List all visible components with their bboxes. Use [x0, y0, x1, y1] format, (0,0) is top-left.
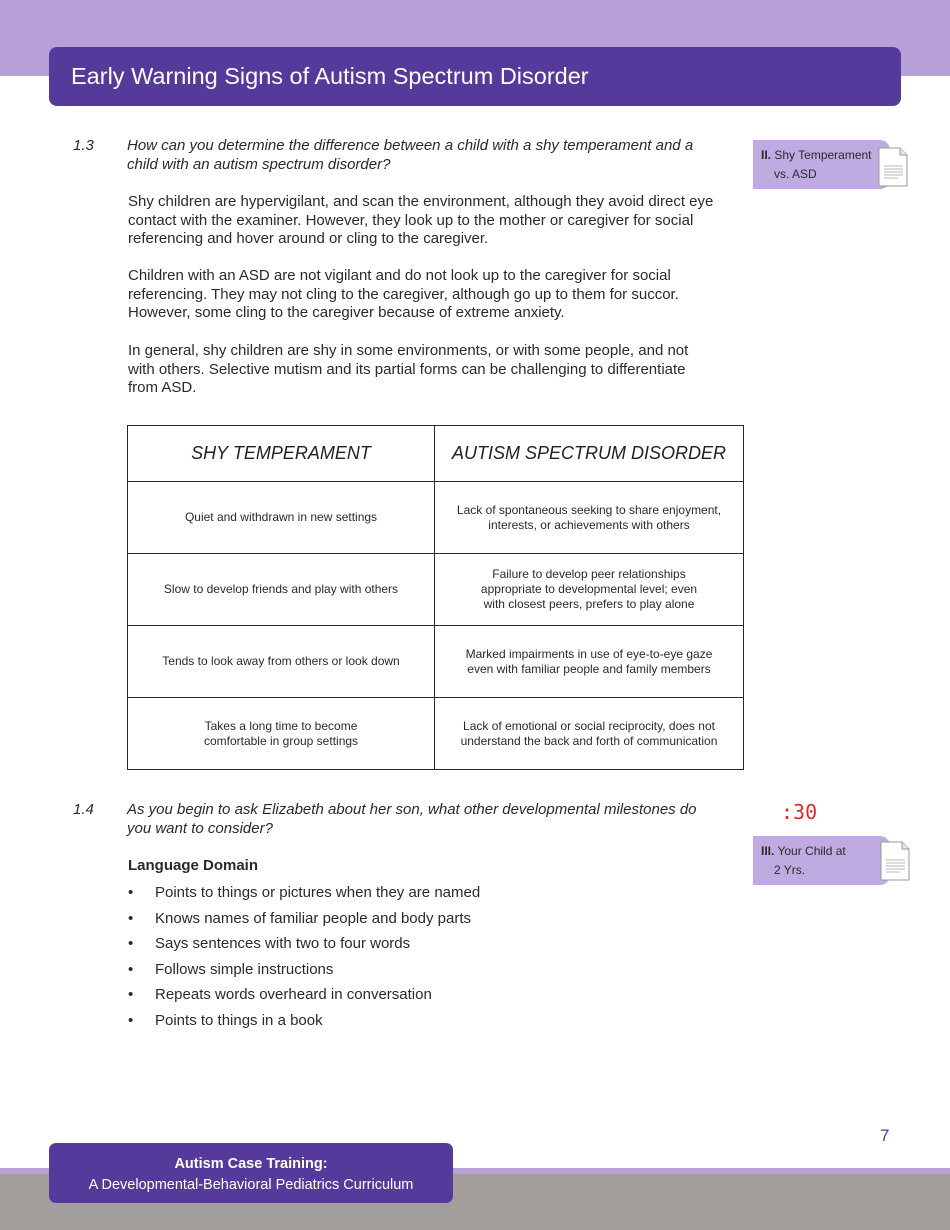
- question-line: you want to consider?: [127, 819, 273, 837]
- cell-line: appropriate to developmental level; even: [480, 582, 698, 596]
- document-icon[interactable]: [876, 146, 910, 188]
- timer-label: :30: [781, 800, 818, 824]
- list-item: • Follows simple instructions: [128, 957, 480, 983]
- question-number-1-3: 1.3: [73, 137, 94, 154]
- page-number: 7: [880, 1126, 890, 1145]
- table-cell-shy: [128, 554, 435, 626]
- cell-line: understand the back and forth of communication: [460, 733, 718, 748]
- footer-subtitle: A Developmental-Behavioral Pediatrics Curriculum: [88, 1177, 414, 1193]
- cell-line: Lack of emotional or social reciprocity, does not: [463, 718, 715, 733]
- cell-line: interests, or achievements with others: [488, 517, 690, 532]
- page-title: Early Warning Signs of Autism Spectrum Disorder: [71, 63, 589, 89]
- cell-line: Marked impairments in use of eye-to-eye gaze: [465, 646, 713, 661]
- cell-line: Lack of spontaneous seeking to share enjoyment,: [456, 502, 722, 517]
- question-line: As you begin to ask Elizabeth about her son, what other developmental milestones do: [127, 801, 697, 818]
- side-tab-label: Your Child at: [777, 844, 846, 858]
- question-line: child with an autism spectrum disorder?: [127, 155, 391, 173]
- paragraph-line: In general, shy children are shy in some environments, or with some people, and not: [128, 342, 689, 359]
- milestones-list: [128, 880, 480, 1034]
- column-header-asd: AUTISM SPECTRUM DISORDER: [435, 426, 744, 482]
- language-domain-heading: Language Domain: [128, 857, 259, 874]
- cell-line: Quiet and withdrawn in new settings: [184, 510, 378, 524]
- cell-line: Failure to develop peer relationships: [492, 567, 686, 581]
- side-tab-label: Shy Temperament: [774, 148, 872, 162]
- question-line: How can you determine the difference between a child with a shy temperament and a: [127, 137, 694, 154]
- paragraph-line: Shy children are hypervigilant, and scan the environment, although they avoid direct eye: [128, 193, 714, 210]
- table-row: [128, 698, 744, 770]
- cell-line: comfortable in group settings: [203, 733, 359, 748]
- cell-line: Takes a long time to become: [204, 718, 358, 733]
- side-tab-numeral: III.: [761, 844, 775, 858]
- list-item: • Knows names of familiar people and body parts: [128, 906, 480, 932]
- side-tab-label: 2 Yrs.: [774, 863, 806, 877]
- list-item: • Says sentences with two to four words: [128, 931, 480, 957]
- paragraph-line: referencing. They may not cling to the caregiver, although go up to them for succor.: [128, 285, 679, 303]
- question-number-1-4: 1.4: [73, 801, 94, 818]
- paragraph-general: [128, 342, 740, 398]
- paragraph-line: Children with an ASD are not vigilant and do not look up to the caregiver for social: [128, 267, 671, 284]
- table-header-row: [128, 426, 744, 482]
- paragraph-asd-children: [128, 267, 740, 323]
- cell-line: with closest peers, prefers to play alone: [483, 597, 695, 611]
- paragraph-line: contact with the examiner. However, they look up to the mother or caregiver for social: [128, 211, 694, 229]
- paragraph-shy-children: [128, 193, 740, 249]
- footer-curriculum-box: [49, 1143, 453, 1203]
- page-title-bar: [49, 47, 901, 106]
- table-cell-asd: [435, 626, 744, 698]
- table-cell-asd: [435, 554, 744, 626]
- document-icon[interactable]: [878, 840, 912, 882]
- column-header-shy: SHY TEMPERAMENT: [128, 426, 435, 482]
- paragraph-line: from ASD.: [128, 379, 197, 396]
- cell-line: Slow to develop friends and play with others: [163, 582, 399, 596]
- cell-line: even with familiar people and family members: [467, 661, 711, 676]
- table-row: [128, 482, 744, 554]
- question-1-3: [127, 137, 737, 174]
- comparison-table: [127, 425, 744, 770]
- table-cell-asd: [435, 482, 744, 554]
- side-tab-numeral: II.: [761, 148, 772, 162]
- list-item: • Repeats words overheard in conversation: [128, 982, 480, 1008]
- cell-line: Tends to look away from others or look down: [162, 654, 400, 668]
- list-item: • Points to things in a book: [128, 1008, 480, 1034]
- question-1-4: [127, 801, 737, 838]
- table-row: [128, 626, 744, 698]
- table-row: [128, 554, 744, 626]
- table-cell-shy: [128, 698, 435, 770]
- paragraph-line: referencing and hover around or cling to the caregiver.: [128, 230, 489, 247]
- paragraph-line: with others. Selective mutism and its partial forms can be challenging to differentiate: [128, 360, 686, 378]
- side-tab-your-child-2-yrs[interactable]: [753, 836, 890, 885]
- table-cell-shy: [128, 482, 435, 554]
- side-tab-shy-vs-asd[interactable]: [753, 140, 890, 189]
- table-cell-shy: [128, 626, 435, 698]
- list-item: • Points to things or pictures when they are named: [128, 880, 480, 906]
- paragraph-line: However, some cling to the caregiver because of extreme anxiety.: [128, 304, 565, 321]
- side-tab-label: vs. ASD: [774, 167, 817, 181]
- footer-title: Autism Case Training:: [174, 1156, 328, 1172]
- table-cell-asd: [435, 698, 744, 770]
